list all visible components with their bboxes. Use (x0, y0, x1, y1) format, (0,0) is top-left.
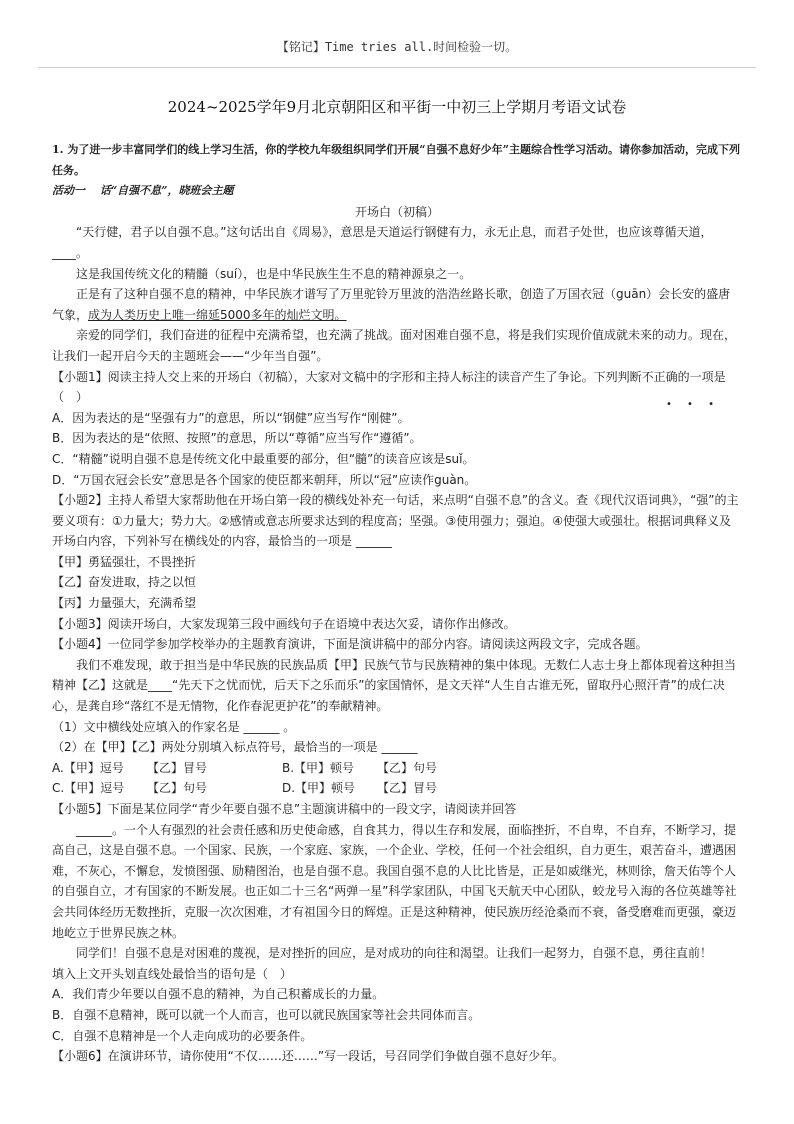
underlined-sentence: 成为人类历史上唯一绵延5000多年的灿烂文明。 (88, 307, 347, 322)
subquestion-5: 【小题5】下面是某位同学“青少年要自强不息”主题演讲稿中的一段文字，请阅读并回答 (52, 802, 517, 816)
question-intro: 1. 为了进一步丰富同学们的线上学习生活，你的学校九年级组织同学们开展“自强不息好少年”主题综合性学习活动。请你参加活动，完成下列任务。 (52, 143, 740, 177)
activity-heading: 活动一 话“自强不息”，晓班会主题 (52, 184, 234, 198)
option-d-yi: 【乙】冒号 (377, 781, 438, 796)
draft-paragraph-3: 正是有了这种自强不息的精神，中华民族才谱写了万里驼铃万里波的浩浩丝路长歌，创造了万国衣冠（guān）会长安的盛唐气象，成为人类历史上唯一绵延5000多年的灿烂文明。 (52, 287, 731, 322)
subquestion-5-prompt: 填入上文开头划直线处最恰当的语句是（ ） (52, 966, 293, 981)
speech-paragraph: 我们不难发现，敢于担当是中华民族的民族品质【甲】民族气节与民族精神的集中体现。无数仁人志士身上都体现着这种担当精神【乙】这就是____“先天下之忧而忧，后天下之乐而乐”的家国情怀，是文天祥“人生自古谁无死，留取丹心照汗青”的成仁决心，是龚自珍“落红不是无情物，化作春泥更护花”的奉献精神。 (52, 657, 737, 714)
option-a: A．我们青少年要以自强不息的精神，为自己积蓄成长的力量。 (52, 987, 385, 1002)
draft-paragraph-4: 亲爱的同学们，我们奋进的征程中充满希望，也充满了挑战。面对困难自强不息，将是我们实现价值成就未来的动力。现在，让我们一起开启今天的主题班会——“少年当自强”。 (52, 328, 737, 363)
option-b: B．自强不息精神，既可以就一个人而言，也可以就民族国家等社会共同体而言。 (52, 1007, 481, 1022)
option-bing: 【丙】力量强大，充满希望 (52, 596, 197, 611)
question-content (52, 140, 742, 1067)
subquestion-1: 【小题1】阅读主持人交上来的开场白（初稿），大家对文稿中的字形和主持人标注的读音产生了争论。下列判断不正确的一项是（ ） (52, 369, 726, 405)
option-a-yi: 【乙】冒号 (147, 760, 208, 775)
subquestion-4-part-2: （2）在【甲】【乙】两处分别填入标点符号，最恰当的一项是 ______ (52, 740, 418, 755)
emphasis-dots: • • • (665, 398, 720, 410)
option-b-jia: B.【甲】顿号 (282, 760, 355, 775)
subquestion-6: 【小题6】在演讲环节，请你使用“不仅……还……”写一段话，号召同学们争做自强不息好少年。 (52, 1049, 565, 1064)
option-jia: 【甲】勇猛强壮，不畏挫折 (52, 554, 197, 569)
option-b: B．因为表达的是“依照、按照”的意思，所以“尊循”应当写作“遵循”。 (52, 431, 422, 446)
option-yi: 【乙】奋发进取，持之以恒 (52, 575, 197, 590)
subquestion-3: 【小题3】阅读开场白，大家发现第三段中画线句子在语境中表达欠妥，请你作出修改。 (52, 616, 516, 631)
draft-paragraph-1: “天行健，君子以自强不息。”这句话出自《周易》，意思是天道运行钢健有力，永无止息，而君子处世，也应该尊循天道， ____。 (52, 225, 713, 260)
option-a: A．因为表达的是“坚强有力”的意思，所以“钢健”应当写作“刚健”。 (52, 410, 410, 425)
subquestion-2: 【小题2】主持人希望大家帮助他在开场白第一段的横线处补充一句话，来点明“自强不息”的含义。查《现代汉语词典》，“强”的主要义项有：①力量大；势力大。②感情或意志所要求达到的程度高；坚强。③使用强力；强迫。④使强大或强壮。根据词典释义及开场白内容，下列补写在横线处的内容，最恰当的一项是 ______ (52, 493, 739, 549)
option-c: C．“精髓”说明自强不息是传统文化中最重要的部分，但“髓”的读音应该是suǐ。 (52, 451, 475, 466)
blank-line: ____。 (52, 245, 89, 260)
option-c-jia: C.【甲】逗号 (52, 781, 125, 796)
punctuation-options-row-2 (52, 778, 742, 799)
option-c: C．自强不息精神是一个人走向成功的必要条件。 (52, 1028, 313, 1043)
option-a-jia: A.【甲】逗号 (52, 760, 124, 775)
header-divider (38, 67, 756, 68)
speech-excerpt: ______。一个人有强烈的社会责任感和历史使命感，自食其力，得以生存和发展，面临挫折，不自卑，不自弃，不断学习，提高自己，这是自强不息。一个国家、民族，一个家庭、家族，一个企业、学校，任何一个社会组织，自力更生，艰苦奋斗，遭遇困难，不灰心，不懈怠，发愤图强、励精图治，也是自强不息。我国自强不息的人比比皆是，正是如威继光，林则徐，詹天佑等个人的自强自立，才有国家的不断发展。也正如二十三名“两弹一星”科学家团队，中国飞天航天中心团队，蛟龙号入海的各位英雄等社会共同体经历无数挫折，克服一次次困难，才有祖国今日的辉煌。正是这种精神，使民族历经沧桑而不衰，备受磨难而更强，豪迈地屹立于世界民族之林。 (52, 822, 737, 940)
page-header-motto: 【铭记】Time tries all.时间检验一切。 (276, 40, 518, 54)
option-d: D．“万国衣冠会长安”意思是各个国家的使臣都来朝拜，所以“冠”应读作guàn。 (52, 472, 477, 487)
option-c-yi: 【乙】句号 (147, 781, 208, 796)
subquestion-4: 【小题4】一位同学参加学校举办的主题教育演讲，下面是演讲稿中的部分内容。请阅读这两段文字，完成各题。 (52, 637, 648, 652)
draft-title: 开场白（初稿） (354, 204, 439, 219)
punctuation-options-row-1 (52, 758, 742, 779)
option-b-yi: 【乙】句号 (377, 760, 438, 775)
subquestion-4-part-1: （1）文中横线处应填入的作家名是 ______ 。 (52, 719, 296, 734)
option-d-jia: D.【甲】顿号 (282, 781, 356, 796)
speech-closing: 同学们！自强不息是对困难的蔑视，是对挫折的回应，是对成功的向往和渴望。让我们一起努力，自强不息，勇往直前！ (76, 946, 713, 961)
draft-paragraph-2: 这是我国传统文化的精髓（suí），也是中华民族生生不息的精神源泉之一。 (76, 266, 472, 281)
exam-title: 2024~2025学年9月北京朝阳区和平街一中初三上学期月考语文试卷 (167, 98, 627, 116)
